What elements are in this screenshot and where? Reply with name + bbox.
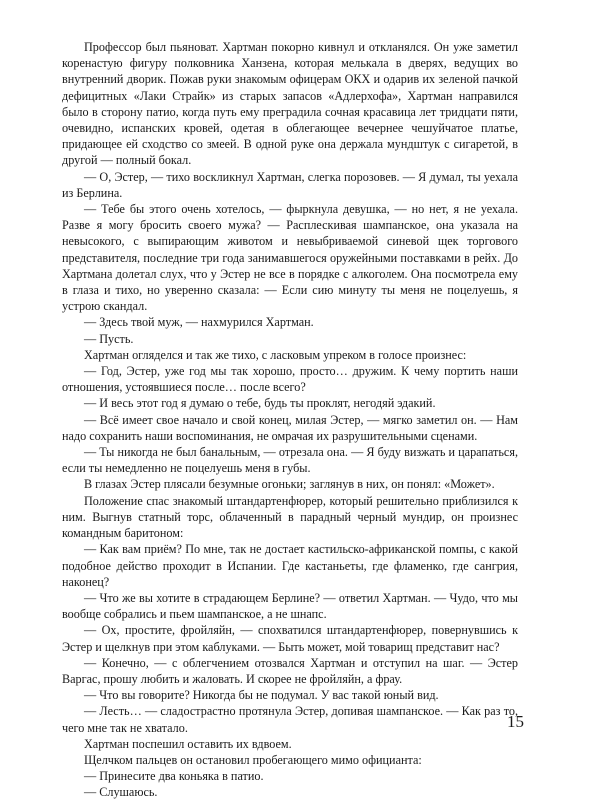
paragraph: — Ох, простите, фройляйн, — спохватился штандартенфюрер, повернувшись к Эстер и щелкнув при этом каблуками. — Быть может, мой товарищ представит нас? [62,623,518,654]
paragraph: — Тебе бы этого очень хотелось, — фыркнула девушка, — но нет, я не уехала. Разве я могу бросить своего мужа? — Расплескивая шампанское, она указала на невысокого, с выпирающим животом и невыбриваемой синевой щек торгового представителя, последние три года занимавшегося оружейными поставками в рейх. До Хартмана долетал слух, что у Эстер не все в порядке с алкоголем. Она посмотрела ему в глаза и тихо, но уверенно сказала: — Если сию минуту ты меня не поцелуешь, я устрою скандал. [62,202,518,314]
paragraph: — Слушаюсь. [84,785,158,800]
paragraph: — Лесть… — сладострастно протянула Эстер, допивая шампанское. — Как раз то, чего мне так не хватало. [62,704,518,735]
paragraph: — Что же вы хотите в страдающем Берлине? — ответил Хартман. — Чудо, что мы вообще собрались и пьем шампанское, а не шнапс. [62,590,518,622]
paragraph: Положение спас знакомый штандартенфюрер, который решительно приблизился к ним. Выгнув статный торс, облаченный в парадный черный мундир, он произнес командным баритоном: [62,493,518,541]
paragraph: — Конечно, — с облегчением отозвался Хартман и отступил на шаг. — Эстер Варгас, прошу любить и жаловать. И скорее не фройляйн, а фрау. [62,655,518,686]
paragraph: — Всё имеет свое начало и свой конец, милая Эстер, — мягко заметил он. — Нам надо сохранить наши воспоминания, не омрачая их разрушительными сценами. [62,412,518,443]
paragraph: Хартман поспешил оставить их вдвоем. [84,736,292,751]
paragraph: — И весь этот год я думаю о тебе, будь ты проклят, негодяй эдакий. [84,396,436,411]
paragraph: — Как вам приём? По мне, так не достает кастильско-африканской помпы, с какой подобное действо проходит в Испании. Где кастаньеты, где фламенко, где сангрия, наконец? [62,542,518,589]
paragraph: — О, Эстер, — тихо воскликнул Хартман, слегка порозовев. — Я думал, ты уехала из Берлина. [62,169,518,200]
paragraph: — Год, Эстер, уже год мы так хорошо, просто… дружим. К чему портить наши отношения, устоявшиеся после… после всего? [62,364,518,395]
paragraph: — Что вы говорите? Никогда бы не подумал. У вас такой юный вид. [84,688,439,703]
body-text [62,39,518,801]
paragraph: — Пусть. [84,331,134,346]
paragraph: В глазах Эстер плясали безумные огоньки; заглянув в них, он понял: «Может». [84,477,495,492]
paragraph: Щелчком пальцев он остановил пробегающего мимо официанта: [84,752,422,767]
page-number: 15 [507,712,524,731]
paragraph: — Принесите два коньяка в патио. [84,769,264,784]
paragraph: Профессор был пьяноват. Хартман покорно кивнул и откланялся. Он уже заметил коренастую фигуру полковника Ханзена, которая мелькала в дверях, ведущих во внутренний дворик. Пожав руки знакомым офицерам ОКХ и одарив их зеленой пачкой дефицитных «Лаки Страйк» из старых запасов «Адлерхофа», Хартман направился было в сторону патио, когда путь ему преградила сочная красавица лет тридцати пяти, очевидно, испанских кровей, одетая в облегающее вечернее чешуйчатое платье, придающее ей сходство со змеей. В одной руке она держала мундштук с сигаретой, в другой — полный бокал. [62,40,518,168]
paragraph: — Ты никогда не был банальным, — отрезала она. — Я буду визжать и царапаться, если ты немедленно не поцелуешь меня в губы. [62,445,518,476]
paragraph: — Здесь твой муж, — нахмурился Хартман. [84,315,314,330]
paragraph: Хартман огляделся и так же тихо, с ласковым упреком в голосе произнес: [84,347,467,362]
